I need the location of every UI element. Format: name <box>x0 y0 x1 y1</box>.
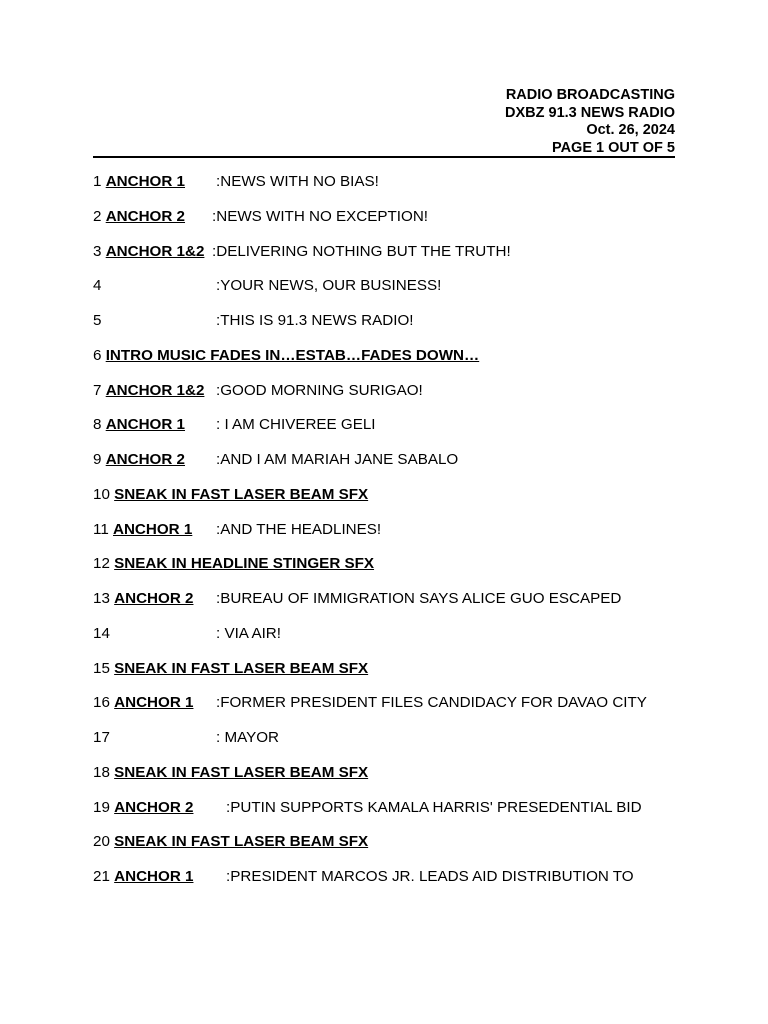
line-number: 9 <box>93 451 102 468</box>
line-text: : I AM CHIVEREE GELI <box>216 416 376 434</box>
line-text: :BUREAU OF IMMIGRATION SAYS ALICE GUO ESCAPED <box>216 590 622 607</box>
line-text: :DELIVERING NOTHING BUT THE TRUTH! <box>212 242 511 260</box>
line-number: 2 <box>93 207 102 225</box>
line-text: :GOOD MORNING SURIGAO! <box>216 381 423 399</box>
speaker-name: ANCHOR 1 <box>114 868 194 885</box>
script-line <box>93 414 693 449</box>
line-number: 17 <box>93 729 110 746</box>
script-line <box>93 831 693 866</box>
speaker-name: ANCHOR 1 <box>113 520 193 538</box>
line-number: 18 <box>93 763 110 781</box>
line-text: :PUTIN SUPPORTS KAMALA HARRIS' PRESEDENTIAL BID <box>226 798 642 816</box>
speaker-name: ANCHOR 2 <box>114 798 194 816</box>
header-date: Oct. 26, 2024 <box>586 122 675 138</box>
script-line <box>93 206 693 241</box>
stage-direction: SNEAK IN FAST LASER BEAM SFX <box>114 833 369 851</box>
script-line <box>93 762 693 797</box>
line-text: : MAYOR <box>216 729 280 746</box>
document-header <box>93 87 675 157</box>
script-line <box>93 727 693 762</box>
line-number: 4 <box>93 277 102 295</box>
line-number: 7 <box>93 381 102 399</box>
speaker-name: ANCHOR 1&2 <box>105 242 205 260</box>
line-number: 12 <box>93 555 110 573</box>
script-line <box>93 241 693 276</box>
script-line <box>93 866 693 901</box>
script-line <box>93 623 693 658</box>
line-number: 6 <box>93 346 102 364</box>
line-text: :AND I AM MARIAH JANE SABALO <box>216 451 459 468</box>
line-text: : VIA AIR! <box>216 624 281 642</box>
header-title: RADIO BROADCASTING <box>505 87 675 103</box>
script-line <box>93 449 693 484</box>
line-number: 10 <box>93 485 110 503</box>
line-number: 15 <box>93 659 110 677</box>
script-line <box>93 519 693 554</box>
header-page-number: PAGE 1 OUT OF 5 <box>551 139 675 156</box>
script-line <box>93 345 693 380</box>
line-number: 19 <box>93 798 110 816</box>
line-text: :PRESIDENT MARCOS JR. LEADS AID DISTRIBUTION TO <box>226 868 634 885</box>
speaker-name: ANCHOR 1&2 <box>105 381 205 399</box>
line-number: 13 <box>93 590 110 607</box>
line-number: 21 <box>93 868 110 885</box>
script-line <box>93 171 693 206</box>
line-number: 5 <box>93 312 102 329</box>
line-number: 14 <box>93 624 110 642</box>
speaker-name: ANCHOR 1 <box>114 694 194 712</box>
header-divider <box>93 156 675 158</box>
line-number: 3 <box>93 242 102 260</box>
script-line <box>93 553 693 588</box>
stage-direction: SNEAK IN FAST LASER BEAM SFX <box>114 659 369 677</box>
speaker-name: ANCHOR 2 <box>114 590 194 607</box>
speaker-name: ANCHOR 1 <box>105 173 186 190</box>
line-number: 1 <box>93 173 102 190</box>
line-text: :AND THE HEADLINES! <box>216 520 382 538</box>
script-line <box>93 692 693 727</box>
line-text: :NEWS WITH NO BIAS! <box>216 173 379 190</box>
line-text: :YOUR NEWS, OUR BUSINESS! <box>216 277 442 295</box>
stage-direction: SNEAK IN FAST LASER BEAM SFX <box>114 485 369 503</box>
line-number: 11 <box>93 520 109 538</box>
line-number: 20 <box>93 833 110 851</box>
script-line <box>93 588 693 623</box>
script-line <box>93 484 693 519</box>
line-text: :FORMER PRESIDENT FILES CANDIDACY FOR DAVAO CITY <box>216 694 647 712</box>
script-line <box>93 310 693 345</box>
script-line <box>93 275 693 310</box>
line-text: :THIS IS 91.3 NEWS RADIO! <box>216 312 414 329</box>
stage-direction: SNEAK IN FAST LASER BEAM SFX <box>114 763 369 781</box>
stage-direction: INTRO MUSIC FADES IN…ESTAB…FADES DOWN… <box>105 346 480 364</box>
line-number: 8 <box>93 416 102 434</box>
speaker-name: ANCHOR 1 <box>105 416 186 434</box>
speaker-name: ANCHOR 2 <box>105 207 186 225</box>
line-text: :NEWS WITH NO EXCEPTION! <box>212 207 429 225</box>
script-line <box>93 380 693 415</box>
script-line <box>93 658 693 693</box>
script-line <box>93 797 693 832</box>
header-station: DXBZ 91.3 NEWS RADIO <box>505 104 675 121</box>
script-body <box>93 171 693 901</box>
line-number: 16 <box>93 694 110 712</box>
speaker-name: ANCHOR 2 <box>105 451 186 468</box>
stage-direction: SNEAK IN HEADLINE STINGER SFX <box>114 555 375 573</box>
